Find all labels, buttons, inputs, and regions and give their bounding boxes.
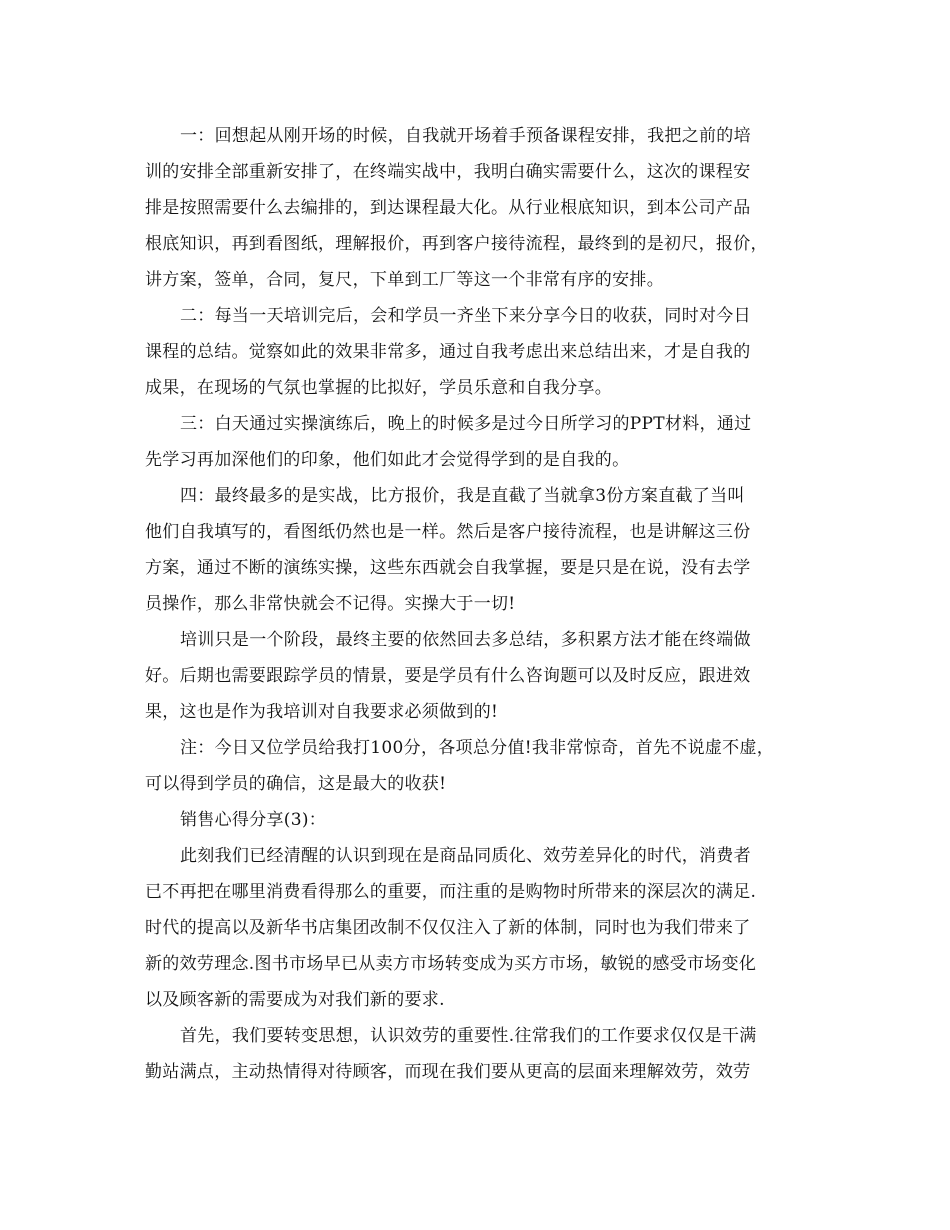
text-line: 方案，通过不断的演练实操，这些东西就会自我掌握，要是只是在说，没有去学 — [145, 558, 751, 578]
text-line: 先学习再加深他们的印象，他们如此才会觉得学到的是自我的。 — [145, 450, 630, 470]
text-line: 三：白天通过实操演练后，晚上的时候多是过今日所学习的PPT材料，通过 — [180, 414, 752, 434]
text-line: 销售心得分享(3)： — [180, 810, 327, 830]
text-line: 排是按照需要什么去编排的，到达课程最大化。从行业根底知识，到本公司产品 — [145, 198, 751, 218]
text-line: 课程的总结。觉察如此的效果非常多，通过自我考虑出来总结出来，才是自我的 — [145, 342, 751, 362]
text-line: 可以得到学员的确信，这是最大的收获! — [145, 774, 447, 794]
text-line: 此刻我们已经清醒的认识到现在是商品同质化、效劳差异化的时代，消费者 — [180, 846, 751, 866]
text-line: 根底知识，再到看图纸，理解报价，再到客户接待流程，最终到的是初尺，报价， — [145, 234, 768, 254]
text-line: 果，这也是作为我培训对自我要求必须做到的! — [145, 702, 499, 722]
text-line: 成果，在现场的气氛也掌握的比拟好，学员乐意和自我分享。 — [145, 378, 613, 398]
text-line: 新的效劳理念.图书市场早已从卖方市场转变成为买方市场，敏锐的感受市场变化 — [145, 954, 757, 974]
text-line: 他们自我填写的，看图纸仍然也是一样。然后是客户接待流程，也是讲解这三份 — [145, 522, 751, 542]
text-line: 训的安排全部重新安排了，在终端实战中，我明白确实需要什么，这次的课程安 — [145, 162, 751, 182]
text-line: 培训只是一个阶段，最终主要的依然回去多总结，多积累方法才能在终端做 — [180, 630, 751, 650]
text-line: 已不再把在哪里消费看得那么的重要，而注重的是购物时所带来的深层次的满足. — [145, 882, 757, 902]
text-line: 以及顾客新的需要成为对我们新的要求. — [145, 990, 445, 1010]
text-line: 员操作，那么非常快就会不记得。实操大于一切! — [145, 594, 516, 614]
text-line: 一：回想起从刚开场的时候，自我就开场着手预备课程安排，我把之前的培 — [180, 126, 751, 146]
text-line: 讲方案，签单，合同，复尺，下单到工厂等这一个非常有序的安排。 — [145, 270, 664, 290]
text-line: 好。后期也需要跟踪学员的情景，要是学员有什么咨询题可以及时反应，跟进效 — [145, 666, 751, 686]
text-line: 注：今日又位学员给我打100分，各项总分值!我非常惊奇，首先不说虚不虚， — [180, 738, 775, 758]
text-line: 四：最终最多的是实战，比方报价，我是直截了当就拿3份方案直截了当叫 — [180, 486, 745, 506]
text-line: 勤站满点，主动热情得对待顾客，而现在我们要从更高的层面来理解效劳，效劳 — [145, 1062, 751, 1082]
text-line: 二：每当一天培训完后，会和学员一齐坐下来分享今日的收获，同时对今日 — [180, 306, 751, 326]
text-line: 首先，我们要转变思想，认识效劳的重要性.往常我们的工作要求仅仅是干满 — [180, 1026, 757, 1046]
text-line: 时代的提高以及新华书店集团改制不仅仅注入了新的体制，同时也为我们带来了 — [145, 918, 751, 938]
